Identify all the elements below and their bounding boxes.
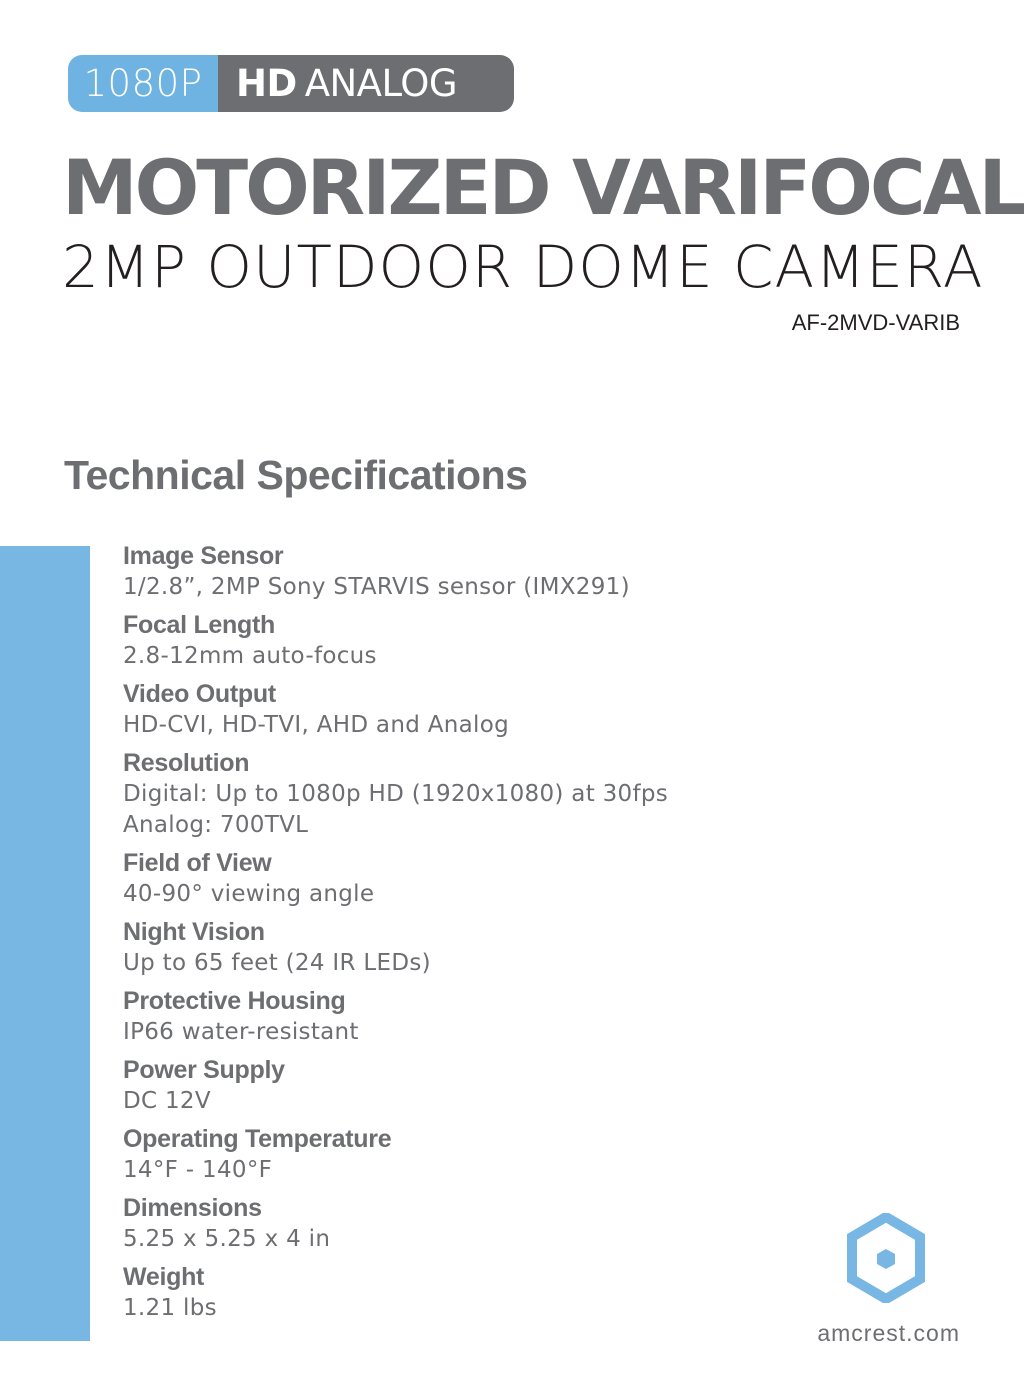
spec-label: Video Output [123,680,276,708]
spec-item [123,540,803,603]
spec-item [123,609,803,672]
product-subtitle: 2MP OUTDOOR DOME CAMERA [62,233,984,301]
badge-hd: HD [236,62,297,105]
spec-value: 5.25 x 5.25 x 4 in [123,1226,331,1252]
spec-value: Digital: Up to 1080p HD (1920x1080) at 30fps [123,781,669,807]
spec-label: Night Vision [123,918,265,946]
spec-item [123,1123,803,1186]
resolution-badge [68,55,514,112]
spec-item [123,847,803,910]
badge-hd-analog [218,55,514,112]
spec-label: Operating Temperature [123,1125,392,1153]
spec-item [123,678,803,741]
spec-label: Weight [123,1263,205,1291]
spec-value: 14°F - 140°F [123,1157,273,1183]
spec-item [123,747,803,841]
product-title: MOTORIZED VARIFOCAL [62,143,1024,232]
spec-label: Focal Length [123,611,275,639]
spec-value: 1.21 lbs [123,1295,217,1321]
specs-list [123,540,803,1330]
spec-label: Protective Housing [123,987,346,1015]
spec-item [123,1261,803,1324]
spec-label: Image Sensor [123,542,284,570]
spec-value: 2.8-12mm auto-focus [123,643,377,669]
spec-label: Resolution [123,749,250,777]
spec-value: 1/2.8”, 2MP Sony STARVIS sensor (IMX291) [123,574,630,600]
spec-item [123,916,803,979]
section-title: Technical Specifications [64,452,528,498]
spec-value: Analog: 700TVL [123,812,309,838]
spec-label: Dimensions [123,1194,262,1222]
spec-value: Up to 65 feet (24 IR LEDs) [123,950,431,976]
badge-analog: ANALOG [304,62,458,105]
spec-item [123,985,803,1048]
spec-label: Field of View [123,849,272,877]
spec-item [123,1054,803,1117]
model-number: AF-2MVD-VARIB [791,310,960,335]
website-link[interactable]: amcrest.com [817,1320,960,1346]
accent-side-bar [0,546,90,1341]
badge-resolution: 1080P [68,55,218,112]
spec-label: Power Supply [123,1056,285,1084]
spec-item [123,1192,803,1255]
spec-value: 40-90° viewing angle [123,881,375,907]
spec-value: IP66 water-resistant [123,1019,359,1045]
amcrest-hexagon-logo-icon [846,1213,926,1303]
spec-value: DC 12V [123,1088,211,1114]
spec-value: HD-CVI, HD-TVI, AHD and Analog [123,712,509,738]
